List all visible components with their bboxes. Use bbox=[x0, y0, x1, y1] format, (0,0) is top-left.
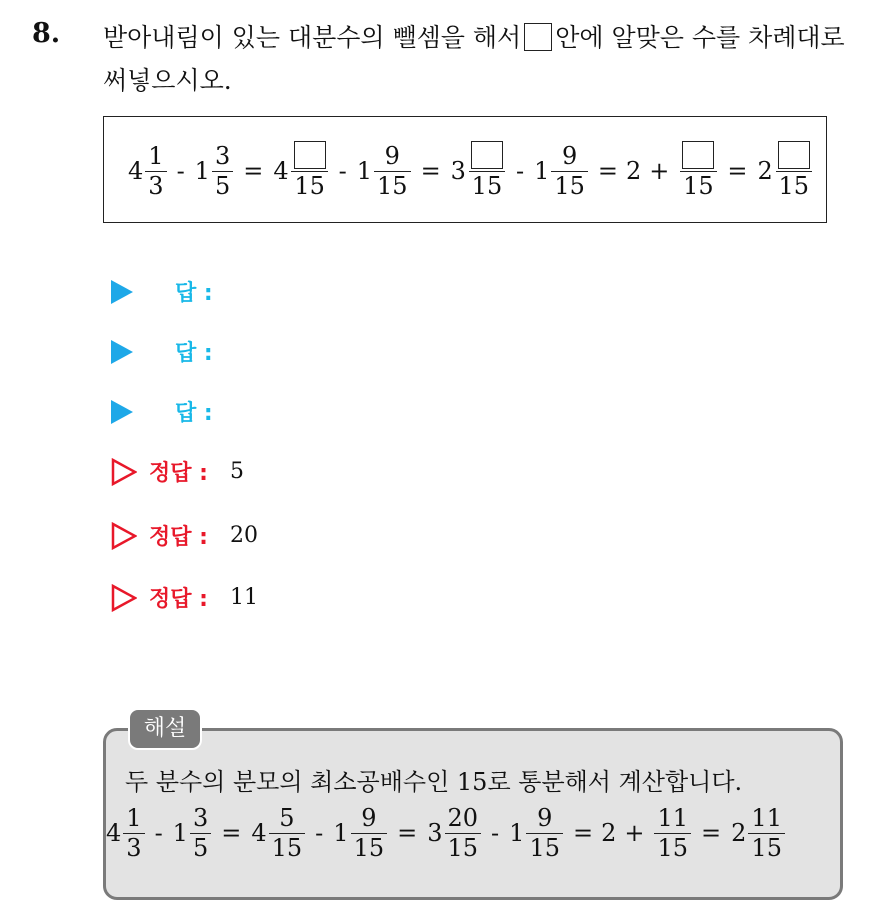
numerator: 1 bbox=[126, 804, 142, 832]
correct-label: 정답 : bbox=[149, 461, 208, 486]
question-text bbox=[103, 16, 873, 102]
minus-sign: - bbox=[315, 818, 324, 847]
answer-row-3[interactable] bbox=[111, 396, 213, 427]
denominator: 5 bbox=[190, 833, 211, 862]
denominator: 15 bbox=[374, 171, 411, 200]
fraction bbox=[748, 803, 785, 862]
whole-number: 4 bbox=[128, 156, 144, 185]
question-number: 8. bbox=[32, 18, 61, 49]
numerator: 3 bbox=[214, 142, 231, 170]
equals-sign: = bbox=[597, 156, 618, 185]
minus-sign: - bbox=[154, 818, 163, 847]
equals-sign: = bbox=[221, 818, 242, 847]
fraction bbox=[775, 141, 813, 200]
fraction bbox=[212, 141, 233, 200]
whole-number: 1 bbox=[356, 156, 373, 185]
numerator: 3 bbox=[192, 804, 209, 832]
fraction bbox=[269, 803, 306, 862]
fraction bbox=[468, 141, 506, 200]
correct-label: 정답 : bbox=[149, 525, 208, 550]
numerator-slot bbox=[679, 141, 717, 171]
denominator: 15 bbox=[776, 171, 813, 200]
denominator: 15 bbox=[526, 833, 563, 862]
equals-sign: = bbox=[701, 818, 722, 847]
whole-number: 3 bbox=[450, 156, 466, 185]
question-text-after: 안에 알맞은 수를 차례대로 써넣으시오. bbox=[103, 23, 845, 95]
minus-sign: - bbox=[338, 156, 347, 185]
question-text-before: 받아내림이 있는 대분수의 뺄셈을 해서 bbox=[103, 23, 522, 52]
play-arrow-icon bbox=[111, 280, 133, 304]
numerator-slot bbox=[468, 141, 506, 171]
equals-sign: = bbox=[397, 818, 418, 847]
answer-label: 답 : bbox=[175, 401, 213, 426]
outline-arrow-icon bbox=[111, 458, 137, 486]
fraction bbox=[654, 803, 691, 862]
minus-sign: - bbox=[491, 818, 500, 847]
whole-number: 1 bbox=[333, 818, 349, 847]
answer-label: 답 : bbox=[175, 281, 213, 306]
plus-sign: + bbox=[649, 156, 670, 185]
whole-number: 2 bbox=[601, 818, 617, 847]
equals-sign: = bbox=[420, 156, 441, 185]
whole-number: 1 bbox=[194, 156, 210, 185]
play-arrow-icon bbox=[111, 400, 133, 424]
correct-answer-row-2 bbox=[111, 520, 258, 551]
whole-number: 4 bbox=[106, 818, 122, 847]
correct-value: 5 bbox=[229, 459, 244, 484]
fraction bbox=[145, 141, 166, 200]
correct-value: 11 bbox=[229, 585, 258, 610]
equals-sign: = bbox=[727, 156, 748, 185]
correct-value: 20 bbox=[229, 523, 258, 548]
denominator: 15 bbox=[445, 833, 482, 862]
denominator: 15 bbox=[351, 833, 388, 862]
answer-blank-2[interactable] bbox=[471, 141, 503, 169]
fraction bbox=[374, 141, 411, 200]
problem-expression bbox=[126, 141, 815, 200]
fraction bbox=[190, 803, 211, 862]
denominator: 3 bbox=[123, 833, 144, 862]
fraction bbox=[679, 141, 717, 200]
correct-answer-row-3 bbox=[111, 582, 258, 613]
plus-sign: + bbox=[624, 818, 645, 847]
whole-number: 1 bbox=[172, 818, 188, 847]
denominator: 15 bbox=[748, 833, 785, 862]
denominator: 15 bbox=[680, 171, 717, 200]
numerator: 9 bbox=[537, 804, 553, 832]
minus-sign: - bbox=[176, 156, 185, 185]
explanation-text: 두 분수의 분모의 최소공배수인 15로 통분해서 계산합니다. bbox=[125, 768, 743, 796]
numerator: 11 bbox=[751, 804, 782, 832]
denominator: 15 bbox=[551, 171, 588, 200]
numerator: 11 bbox=[657, 804, 689, 832]
whole-number: 2 bbox=[731, 818, 747, 847]
fraction bbox=[291, 141, 329, 200]
denominator: 3 bbox=[145, 171, 166, 200]
explanation-expression bbox=[104, 803, 787, 862]
whole-number: 2 bbox=[626, 156, 642, 185]
numerator: 9 bbox=[561, 142, 578, 170]
numerator-slot bbox=[291, 141, 329, 171]
answer-label: 답 : bbox=[175, 341, 213, 366]
numerator: 9 bbox=[361, 804, 377, 832]
fraction bbox=[551, 141, 588, 200]
equals-sign: = bbox=[572, 818, 594, 847]
outline-arrow-icon bbox=[111, 522, 137, 550]
fraction bbox=[351, 803, 388, 862]
denominator: 15 bbox=[269, 833, 306, 862]
problem-box bbox=[103, 116, 827, 223]
minus-sign: - bbox=[515, 156, 525, 185]
outline-arrow-icon bbox=[111, 584, 137, 612]
explanation-box bbox=[103, 728, 843, 900]
denominator: 15 bbox=[469, 171, 506, 200]
answer-blank-3[interactable] bbox=[682, 141, 714, 169]
equals-sign: = bbox=[243, 156, 264, 185]
numerator: 20 bbox=[447, 804, 479, 832]
whole-number: 1 bbox=[534, 156, 550, 185]
numerator: 5 bbox=[279, 804, 295, 832]
fraction bbox=[123, 803, 144, 862]
answer-row-1[interactable] bbox=[111, 276, 213, 307]
answer-row-2[interactable] bbox=[111, 336, 213, 367]
blank-box-icon bbox=[524, 23, 552, 51]
play-arrow-icon bbox=[111, 340, 133, 364]
answer-blank-4[interactable] bbox=[778, 141, 810, 169]
answer-blank-1[interactable] bbox=[294, 141, 326, 169]
denominator: 15 bbox=[291, 171, 328, 200]
whole-number: 4 bbox=[251, 818, 267, 847]
numerator: 1 bbox=[148, 142, 164, 170]
fraction bbox=[445, 803, 482, 862]
whole-number: 1 bbox=[509, 818, 525, 847]
denominator: 5 bbox=[212, 171, 233, 200]
fraction bbox=[526, 803, 563, 862]
whole-number: 3 bbox=[427, 818, 443, 847]
numerator-slot bbox=[775, 141, 813, 171]
whole-number: 2 bbox=[757, 156, 773, 185]
correct-answer-row-1 bbox=[111, 456, 244, 487]
explanation-tag: 해설 bbox=[128, 708, 202, 750]
correct-label: 정답 : bbox=[149, 587, 208, 612]
numerator: 9 bbox=[384, 142, 400, 170]
denominator: 15 bbox=[654, 833, 691, 862]
whole-number: 4 bbox=[273, 156, 289, 185]
